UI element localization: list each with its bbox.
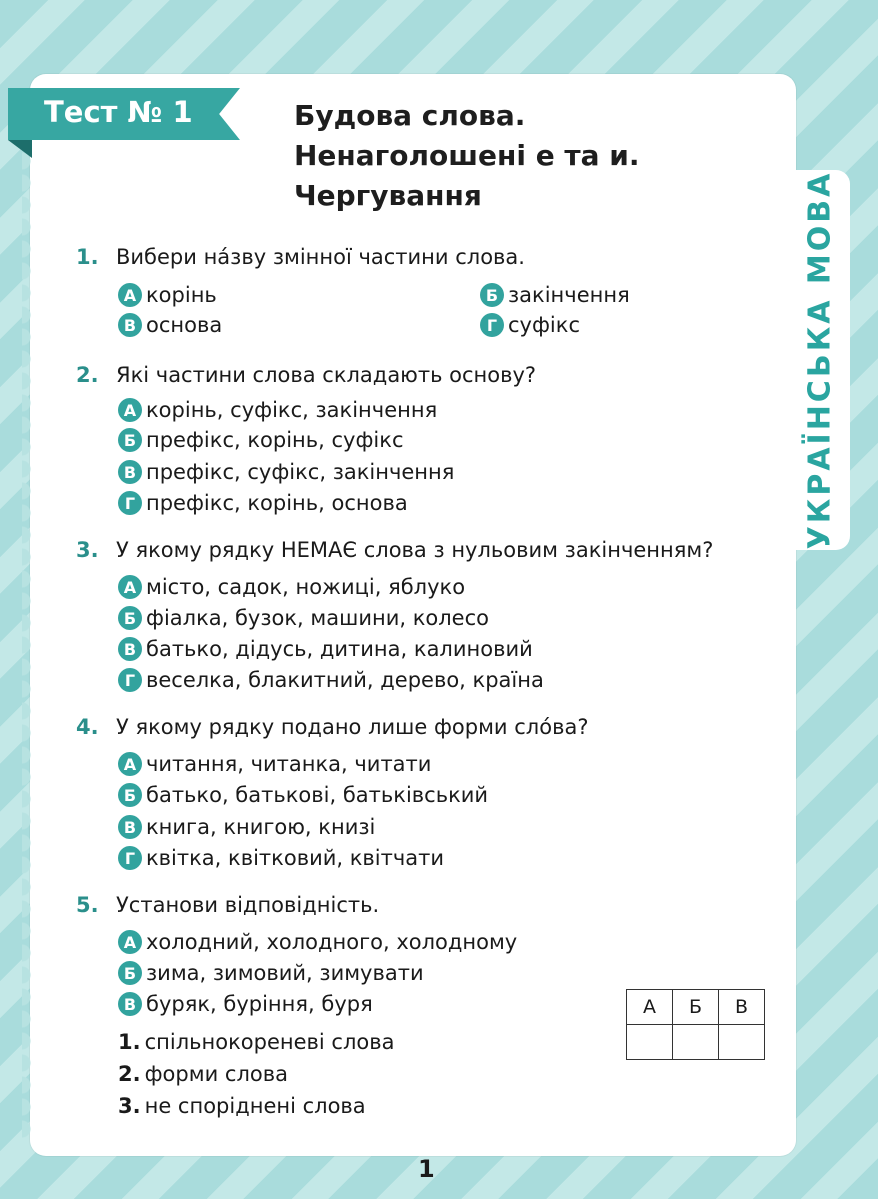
question-text: Які частини слова складають основу? [116,363,537,387]
question-number: 5. [76,893,99,917]
answer-cell[interactable] [627,1025,673,1060]
option-letter-badge: А [118,398,142,422]
option-text: корінь [146,283,217,307]
option-letter-badge: Б [118,428,142,452]
option-letter-badge: Б [118,606,142,630]
ribbon-fold [8,140,32,158]
option-letter-badge: А [118,283,142,307]
match-text: форми слова [144,1062,288,1086]
question-text: У якому рядку подано лише форми сло́ва? [116,715,589,739]
option-text: корінь, суфікс, закінчення [146,398,438,422]
title-line: Ненаголошені е та и. [294,139,640,172]
title-line: Чергування [294,179,482,212]
option-letter-badge: Г [118,668,142,692]
answer-cell[interactable] [719,1025,765,1060]
option-letter-badge: В [118,460,142,484]
option-letter-badge: В [118,313,142,337]
option-text: холодний, холодного, холодному [146,930,518,954]
option-letter-badge: А [118,752,142,776]
option-letter-badge: А [118,575,142,599]
match-number: 3. [118,1094,141,1118]
option-a[interactable] [118,398,437,422]
answer-cell[interactable] [673,1025,719,1060]
question-number: 1. [76,245,99,269]
option-a[interactable] [118,283,217,307]
option-text: місто, садок, ножиці, яблуко [146,575,466,599]
option-letter-badge: А [118,930,142,954]
page-title [294,96,640,216]
side-tab-label: УКРАЇНСЬКА МОВА [802,170,838,550]
option-letter-badge: Г [118,491,142,515]
option-b[interactable] [118,961,424,985]
option-a[interactable] [118,575,465,599]
option-text: квітка, квітковий, квітчати [146,846,444,870]
option-v[interactable] [118,460,454,484]
option-letter-badge: Г [480,313,504,337]
match-text: спільнокореневі слова [144,1030,395,1054]
option-text: батько, батькові, батьківський [146,783,489,807]
question-number: 3. [76,538,99,562]
option-text: зима, зимовий, зимувати [146,961,424,985]
question-text: У якому рядку НЕМАЄ слова з нульовим закінченням? [116,538,714,562]
question-number: 4. [76,715,99,739]
option-letter-badge: Б [118,961,142,985]
option-a[interactable] [118,930,517,954]
option-letter-badge: Б [480,283,504,307]
option-g[interactable] [118,491,408,515]
option-g[interactable] [118,668,544,692]
match-number: 2. [118,1062,141,1086]
question-4 [76,715,588,739]
answer-grid [626,989,765,1060]
question-text: Установи відповідність. [116,893,380,917]
grid-header: А [627,990,673,1025]
question-text: Вибери на́зву змінної частини слова. [116,245,525,269]
option-g[interactable] [480,313,580,337]
option-b[interactable] [118,783,488,807]
option-text: читання, читанка, читати [146,752,432,776]
option-letter-badge: Б [118,783,142,807]
match-item-3 [118,1094,366,1118]
option-text: батько, дідусь, дитина, калиновий [146,637,533,661]
question-1 [76,245,525,269]
option-letter-badge: В [118,992,142,1016]
page-number: 1 [418,1155,435,1183]
match-text: не споріднені слова [144,1094,366,1118]
grid-header: В [719,990,765,1025]
option-b[interactable] [480,283,630,307]
option-text: фіалка, бузок, машини, колесо [146,606,489,630]
title-line: Будова слова. [294,99,526,132]
option-v[interactable] [118,815,375,839]
grid-header: Б [673,990,719,1025]
match-number: 1. [118,1030,141,1054]
option-v[interactable] [118,313,222,337]
match-item-1 [118,1030,394,1054]
option-g[interactable] [118,846,444,870]
option-text: буряк, буріння, буря [146,992,373,1016]
option-text: закінчення [508,283,630,307]
option-text: префікс, суфікс, закінчення [146,460,455,484]
question-5 [76,893,379,917]
option-b[interactable] [118,606,489,630]
test-label: Тест № 1 [44,95,193,129]
option-b[interactable] [118,428,404,452]
option-v[interactable] [118,637,533,661]
match-item-2 [118,1062,288,1086]
option-a[interactable] [118,752,431,776]
question-number: 2. [76,363,99,387]
option-text: префікс, корінь, основа [146,491,408,515]
option-letter-badge: Г [118,846,142,870]
option-v[interactable] [118,992,373,1016]
option-letter-badge: В [118,815,142,839]
option-text: суфікс [508,313,580,337]
option-text: основа [146,313,223,337]
scalloped-edge [22,150,40,1140]
question-3 [76,538,713,562]
question-2 [76,363,536,387]
option-text: книга, книгою, книзі [146,815,376,839]
option-text: веселка, блакитний, дерево, країна [146,668,544,692]
option-letter-badge: В [118,637,142,661]
option-text: префікс, корінь, суфікс [146,428,404,452]
